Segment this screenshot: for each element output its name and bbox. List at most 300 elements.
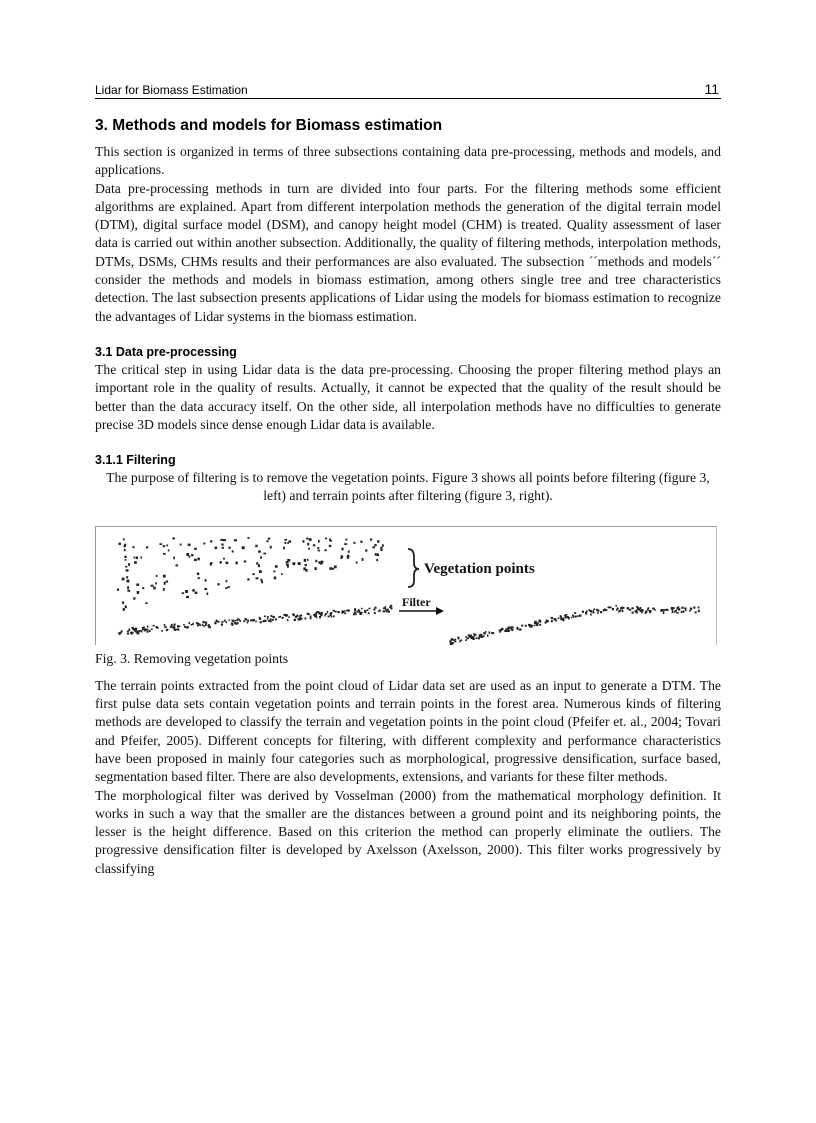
filter-label: Filter bbox=[402, 594, 431, 609]
ground-point bbox=[609, 606, 611, 608]
ground-point bbox=[310, 617, 312, 619]
ground-point bbox=[234, 622, 236, 624]
ground-point bbox=[560, 615, 562, 617]
ground-point bbox=[454, 640, 456, 641]
ground-point bbox=[202, 624, 203, 626]
ground-point bbox=[590, 610, 592, 612]
vegetation-point bbox=[247, 578, 249, 580]
vegetation-point bbox=[325, 537, 327, 539]
vegetation-point bbox=[252, 573, 254, 575]
vegetation-point bbox=[308, 548, 310, 550]
ground-point bbox=[164, 626, 166, 628]
ground-point bbox=[563, 619, 565, 621]
vegetation-point bbox=[197, 557, 199, 560]
page bbox=[95, 78, 721, 878]
vegetation-point bbox=[267, 540, 269, 542]
ground-point bbox=[560, 618, 562, 620]
vegetation-point bbox=[256, 577, 259, 579]
vegetation-point bbox=[146, 546, 148, 548]
ground-point bbox=[141, 630, 143, 632]
ground-point bbox=[272, 619, 274, 621]
ground-point bbox=[593, 608, 595, 610]
vegetation-point bbox=[236, 561, 238, 564]
vegetation-point bbox=[180, 543, 182, 545]
vegetation-point bbox=[173, 556, 175, 559]
vegetation-point bbox=[259, 570, 262, 573]
ground-point bbox=[205, 623, 207, 625]
vegetation-point bbox=[313, 544, 315, 546]
vegetation-point bbox=[226, 580, 228, 582]
vegetation-point bbox=[288, 540, 291, 542]
page-number: 11 bbox=[704, 81, 719, 97]
ground-point bbox=[360, 613, 362, 615]
vegetation-point bbox=[303, 567, 305, 570]
vegetation-point bbox=[332, 568, 334, 570]
ground-point bbox=[672, 609, 673, 611]
vegetation-point bbox=[329, 538, 331, 541]
vegetation-point bbox=[153, 586, 156, 589]
vegetation-point bbox=[329, 545, 332, 547]
vegetation-point bbox=[376, 559, 378, 561]
ground-point bbox=[645, 610, 647, 612]
ground-point bbox=[521, 624, 523, 626]
ground-point bbox=[375, 606, 377, 608]
vegetation-point bbox=[303, 540, 305, 543]
ground-point bbox=[177, 625, 179, 627]
vegetation-point bbox=[151, 584, 154, 586]
vegetation-point bbox=[318, 561, 321, 563]
vegetation-point bbox=[232, 550, 234, 552]
ground-point bbox=[216, 619, 218, 621]
vegetation-point bbox=[122, 577, 125, 580]
ground-point bbox=[366, 609, 368, 611]
vegetation-point bbox=[172, 537, 175, 539]
ground-point bbox=[465, 636, 467, 637]
ground-point bbox=[504, 630, 506, 632]
filter-methods-paragraph: The terrain points extracted from the point cloud of Lidar data set are used as an input to generate a DTM. The first pulse data sets contain vegetation points and terrain points in the forest area. Numerous kinds of filtering methods are developed to classify the terrain and vegetation points in the point cloud (Pfeifer et. al., 2004; Tovari and Pfeifer, 2005). Different concepts for filtering, with different complexity and performance characteristics have been proposed in mainly four categories such as morphological, progressive densification, surface based, segmentation based filter. There are also developments, extensions, and variants for these filter methods. bbox=[95, 677, 721, 785]
ground-point bbox=[270, 618, 272, 620]
ground-point bbox=[320, 614, 322, 616]
ground-point bbox=[229, 619, 230, 621]
ground-point bbox=[545, 621, 547, 623]
vegetation-point bbox=[217, 583, 219, 585]
vegetation-point bbox=[163, 588, 165, 591]
vegetation-point bbox=[341, 555, 344, 558]
vegetation-point bbox=[247, 537, 249, 539]
ground-point bbox=[693, 606, 695, 608]
ground-point bbox=[264, 615, 265, 616]
ground-point bbox=[186, 626, 188, 628]
vegetation-point bbox=[227, 586, 229, 588]
running-title: Lidar for Biomass Estimation bbox=[95, 83, 248, 97]
ground-point bbox=[226, 621, 228, 623]
figure-graphic bbox=[96, 527, 716, 645]
vegetation-point bbox=[198, 577, 200, 579]
vegetation-point bbox=[123, 538, 125, 540]
ground-point bbox=[354, 609, 356, 611]
vegetation-point bbox=[163, 574, 166, 577]
ground-point bbox=[324, 614, 326, 616]
ground-point bbox=[153, 625, 155, 626]
vegetation-point bbox=[126, 569, 129, 571]
figure-vegetation-removal bbox=[95, 526, 717, 645]
vegetation-point bbox=[127, 589, 130, 591]
vegetation-point bbox=[210, 540, 212, 542]
ground-point bbox=[147, 625, 149, 627]
ground-point bbox=[385, 609, 387, 610]
vegetation-point bbox=[298, 562, 301, 565]
ground-point bbox=[473, 638, 475, 640]
vegetation-point bbox=[125, 566, 127, 568]
ground-point bbox=[528, 624, 530, 626]
ground-point bbox=[287, 619, 289, 621]
vegetation-point bbox=[382, 544, 384, 546]
ground-point bbox=[600, 611, 602, 613]
vegetation-point bbox=[156, 575, 158, 577]
ground-point bbox=[243, 620, 245, 622]
ground-point bbox=[487, 634, 489, 636]
subsection-title-data-preprocessing: 3.1 Data pre-processing bbox=[95, 344, 237, 359]
ground-point bbox=[650, 610, 652, 612]
ground-point bbox=[652, 608, 654, 609]
vegetation-point bbox=[223, 557, 225, 559]
ground-point bbox=[348, 609, 350, 611]
ground-point bbox=[316, 611, 318, 613]
vegetation-point bbox=[182, 592, 184, 594]
brace-icon bbox=[408, 549, 419, 587]
ground-point bbox=[137, 632, 139, 634]
ground-point bbox=[499, 629, 501, 631]
vegetation-point bbox=[127, 586, 129, 589]
ground-point bbox=[161, 630, 163, 631]
ground-point bbox=[590, 613, 592, 615]
ground-point bbox=[146, 629, 148, 631]
ground-point bbox=[551, 617, 553, 619]
ground-point bbox=[203, 621, 205, 623]
ground-point bbox=[612, 608, 614, 610]
ground-point bbox=[598, 609, 600, 611]
ground-point bbox=[218, 621, 220, 623]
ground-point bbox=[603, 609, 605, 611]
ground-point bbox=[636, 611, 638, 613]
ground-point bbox=[239, 619, 241, 621]
ground-point bbox=[224, 619, 226, 621]
ground-point bbox=[537, 622, 539, 624]
vegetation-point bbox=[228, 546, 230, 548]
ground-point bbox=[247, 621, 248, 623]
ground-point bbox=[627, 607, 629, 609]
vegetation-point bbox=[185, 590, 188, 593]
vegetation-point bbox=[221, 543, 223, 545]
ground-point bbox=[623, 607, 624, 609]
vegetation-point bbox=[347, 556, 349, 559]
ground-point bbox=[681, 606, 683, 608]
ground-point bbox=[267, 616, 269, 617]
ground-point bbox=[478, 637, 480, 639]
vegetation-point bbox=[318, 540, 320, 543]
ground-point bbox=[573, 615, 574, 617]
filtering-paragraph: The purpose of filtering is to remove the vegetation points. Figure 3 shows all points before filtering (figure 3, left) and terrain points after filtering (figure 3, right). bbox=[106, 470, 710, 504]
ground-point bbox=[483, 635, 485, 637]
vegetation-point bbox=[222, 547, 224, 549]
vegetation-point bbox=[341, 548, 343, 551]
vegetation-point bbox=[315, 567, 317, 570]
vegetation-point bbox=[145, 602, 147, 604]
ground-point bbox=[558, 617, 560, 618]
ground-point bbox=[189, 622, 191, 624]
ground-point bbox=[673, 607, 675, 609]
vegetation-point bbox=[292, 562, 295, 564]
ground-point bbox=[337, 611, 339, 613]
ground-point bbox=[698, 609, 700, 611]
vegetation-point bbox=[124, 555, 126, 557]
ground-point bbox=[166, 629, 168, 630]
ground-point bbox=[671, 607, 673, 609]
ground-point bbox=[237, 622, 239, 624]
ground-point bbox=[374, 612, 376, 614]
ground-point bbox=[660, 609, 662, 611]
ground-point bbox=[631, 607, 633, 609]
ground-point bbox=[516, 627, 518, 629]
vegetation-point bbox=[210, 562, 212, 564]
vegetation-point bbox=[124, 543, 126, 546]
ground-point bbox=[529, 625, 531, 627]
ground-point bbox=[270, 620, 272, 622]
ground-point bbox=[319, 616, 321, 618]
ground-point bbox=[129, 629, 131, 631]
vegetation-point bbox=[270, 545, 272, 548]
ground-point bbox=[206, 621, 208, 623]
vegetation-point bbox=[354, 542, 356, 544]
ground-point bbox=[467, 637, 469, 639]
ground-point bbox=[361, 608, 363, 610]
ground-point bbox=[253, 619, 255, 621]
ground-point bbox=[264, 619, 266, 621]
ground-point bbox=[499, 631, 501, 633]
vegetation-point bbox=[344, 543, 347, 545]
ground-point bbox=[567, 616, 569, 618]
running-header bbox=[95, 78, 721, 99]
vegetation-point bbox=[134, 561, 137, 564]
ground-point bbox=[637, 608, 639, 610]
ground-point bbox=[221, 623, 223, 625]
vegetation-point bbox=[136, 583, 139, 585]
vegetation-point bbox=[204, 588, 207, 590]
ground-point bbox=[619, 609, 621, 611]
ground-point bbox=[364, 610, 366, 612]
vegetation-point bbox=[166, 580, 168, 582]
vegetation-point bbox=[137, 591, 139, 594]
ground-point bbox=[358, 609, 360, 611]
vegetation-point bbox=[315, 560, 317, 562]
vegetation-point bbox=[223, 539, 226, 541]
ground-point bbox=[293, 614, 295, 616]
ground-point bbox=[510, 626, 512, 628]
vegetation-point bbox=[197, 572, 199, 575]
ground-point bbox=[176, 628, 178, 630]
ground-point bbox=[232, 620, 234, 621]
vegetation-point bbox=[126, 576, 128, 578]
ground-point bbox=[571, 617, 573, 618]
ground-point bbox=[685, 609, 687, 611]
vegetation-point bbox=[127, 579, 130, 582]
ground-point bbox=[465, 639, 467, 641]
vegetation-point bbox=[175, 564, 177, 566]
ground-point bbox=[606, 609, 608, 611]
ground-point bbox=[378, 610, 380, 612]
ground-point bbox=[259, 617, 261, 619]
figure-caption: Fig. 3. Removing vegetation points bbox=[95, 650, 289, 666]
ground-point bbox=[525, 624, 527, 626]
ground-point bbox=[383, 610, 385, 612]
ground-point bbox=[386, 610, 388, 612]
ground-point bbox=[245, 619, 247, 621]
vegetation-point bbox=[334, 565, 337, 568]
vegetation-point bbox=[194, 547, 197, 549]
vegetation-point bbox=[122, 601, 124, 604]
vegetation-point bbox=[261, 580, 263, 583]
ground-point bbox=[507, 629, 509, 631]
ground-point bbox=[539, 624, 541, 626]
ground-point bbox=[632, 611, 634, 613]
ground-point bbox=[539, 620, 541, 622]
ground-point bbox=[575, 615, 577, 617]
ground-point bbox=[450, 643, 452, 645]
ground-point bbox=[132, 631, 134, 633]
ground-point bbox=[480, 634, 482, 635]
ground-point bbox=[459, 640, 461, 642]
vegetation-point bbox=[281, 573, 283, 575]
vegetation-point bbox=[274, 576, 276, 579]
vegetation-point bbox=[287, 559, 290, 562]
ground-point bbox=[346, 609, 348, 611]
vegetation-point bbox=[377, 553, 379, 556]
vegetation-point bbox=[362, 558, 364, 561]
vegetation-point bbox=[225, 587, 227, 589]
ground-point bbox=[574, 612, 576, 614]
vegetation-point bbox=[128, 563, 130, 566]
vegetation-point bbox=[207, 592, 209, 595]
ground-point bbox=[294, 618, 296, 620]
vegetation-point bbox=[286, 563, 289, 565]
ground-point bbox=[388, 611, 390, 613]
ground-point bbox=[491, 632, 493, 634]
vegetation-point bbox=[370, 538, 372, 540]
ground-point bbox=[147, 631, 149, 633]
ground-point bbox=[585, 612, 587, 614]
ground-point bbox=[325, 613, 326, 615]
vegetation-point bbox=[256, 562, 258, 564]
ground-point bbox=[333, 610, 335, 612]
ground-point bbox=[534, 625, 536, 626]
ground-point bbox=[695, 611, 697, 613]
vegetation-point bbox=[244, 560, 246, 562]
ground-point bbox=[221, 621, 223, 623]
ground-point bbox=[330, 613, 331, 615]
ground-point bbox=[296, 614, 298, 616]
ground-point bbox=[143, 626, 145, 628]
ground-point bbox=[389, 606, 391, 608]
vegetation-point bbox=[307, 559, 309, 561]
ground-point bbox=[278, 616, 280, 618]
data-preprocessing-paragraph: The critical step in using Lidar data is the data pre-processing. Choosing the proper filtering method plays an important role in the quality of results. Actually, it cannot be expected that the quality of the result should be better than the data accuracy itself. On the other side, all interpolation methods have no difficulties to generate precise 3D models since dense enough Lidar data is available. bbox=[95, 361, 721, 432]
ground-point bbox=[368, 612, 370, 614]
vegetation-point bbox=[377, 540, 379, 543]
ground-point bbox=[192, 622, 193, 624]
ground-point bbox=[369, 607, 371, 609]
ground-point bbox=[593, 610, 594, 612]
vegetation-point bbox=[317, 547, 319, 549]
vegetation-point bbox=[195, 591, 198, 593]
vegetation-point bbox=[194, 558, 197, 560]
vegetation-point bbox=[132, 546, 134, 548]
vegetation-point bbox=[163, 553, 166, 555]
ground-point bbox=[373, 608, 375, 610]
vegetation-point bbox=[360, 540, 362, 542]
ground-points-after bbox=[449, 605, 699, 645]
ground-point bbox=[519, 628, 521, 630]
ground-point bbox=[672, 611, 674, 613]
ground-point bbox=[250, 619, 252, 621]
ground-point bbox=[255, 620, 256, 622]
vegetation-point bbox=[329, 567, 332, 570]
ground-point bbox=[196, 622, 198, 624]
vegetation-point bbox=[365, 549, 367, 551]
vegetation-point bbox=[285, 542, 287, 544]
ground-point bbox=[551, 620, 553, 622]
vegetation-point bbox=[119, 542, 121, 544]
vegetation-point bbox=[380, 549, 382, 551]
ground-point bbox=[663, 609, 665, 611]
ground-point bbox=[174, 628, 176, 630]
vegetation-point bbox=[260, 556, 262, 559]
ground-point bbox=[267, 618, 268, 620]
vegetation-point bbox=[258, 564, 260, 567]
ground-point bbox=[622, 606, 623, 608]
ground-point bbox=[271, 615, 273, 617]
vegetation-point bbox=[226, 561, 229, 563]
vegetation-point bbox=[348, 550, 350, 552]
vegetation-point bbox=[191, 554, 193, 556]
ground-point bbox=[470, 634, 472, 636]
vegetation-point bbox=[188, 543, 191, 545]
vegetation-point bbox=[125, 605, 127, 608]
ground-point bbox=[234, 620, 236, 622]
ground-point bbox=[379, 609, 381, 611]
vegetation-point bbox=[136, 556, 138, 559]
vegetation-point bbox=[140, 556, 142, 558]
vegetation-point bbox=[307, 543, 309, 546]
ground-point bbox=[457, 636, 459, 637]
ground-point bbox=[555, 619, 557, 621]
ground-point bbox=[683, 610, 685, 612]
ground-point bbox=[344, 610, 345, 611]
vegetation-point bbox=[324, 549, 326, 551]
vegetation-point bbox=[220, 561, 222, 564]
vegetation-point bbox=[205, 579, 207, 582]
vegetation-point bbox=[309, 538, 312, 541]
vegetation-point bbox=[374, 544, 376, 546]
subsection-title-filtering: 3.1.1 Filtering bbox=[95, 453, 176, 468]
ground-point bbox=[648, 607, 650, 608]
ground-point bbox=[508, 626, 510, 628]
vegetation-point bbox=[283, 546, 285, 549]
ground-point bbox=[616, 608, 618, 610]
ground-point bbox=[690, 608, 692, 610]
vegetation-point bbox=[268, 537, 270, 539]
ground-point bbox=[149, 630, 151, 632]
section-title: 3. Methods and models for Biomass estimation bbox=[95, 117, 443, 134]
